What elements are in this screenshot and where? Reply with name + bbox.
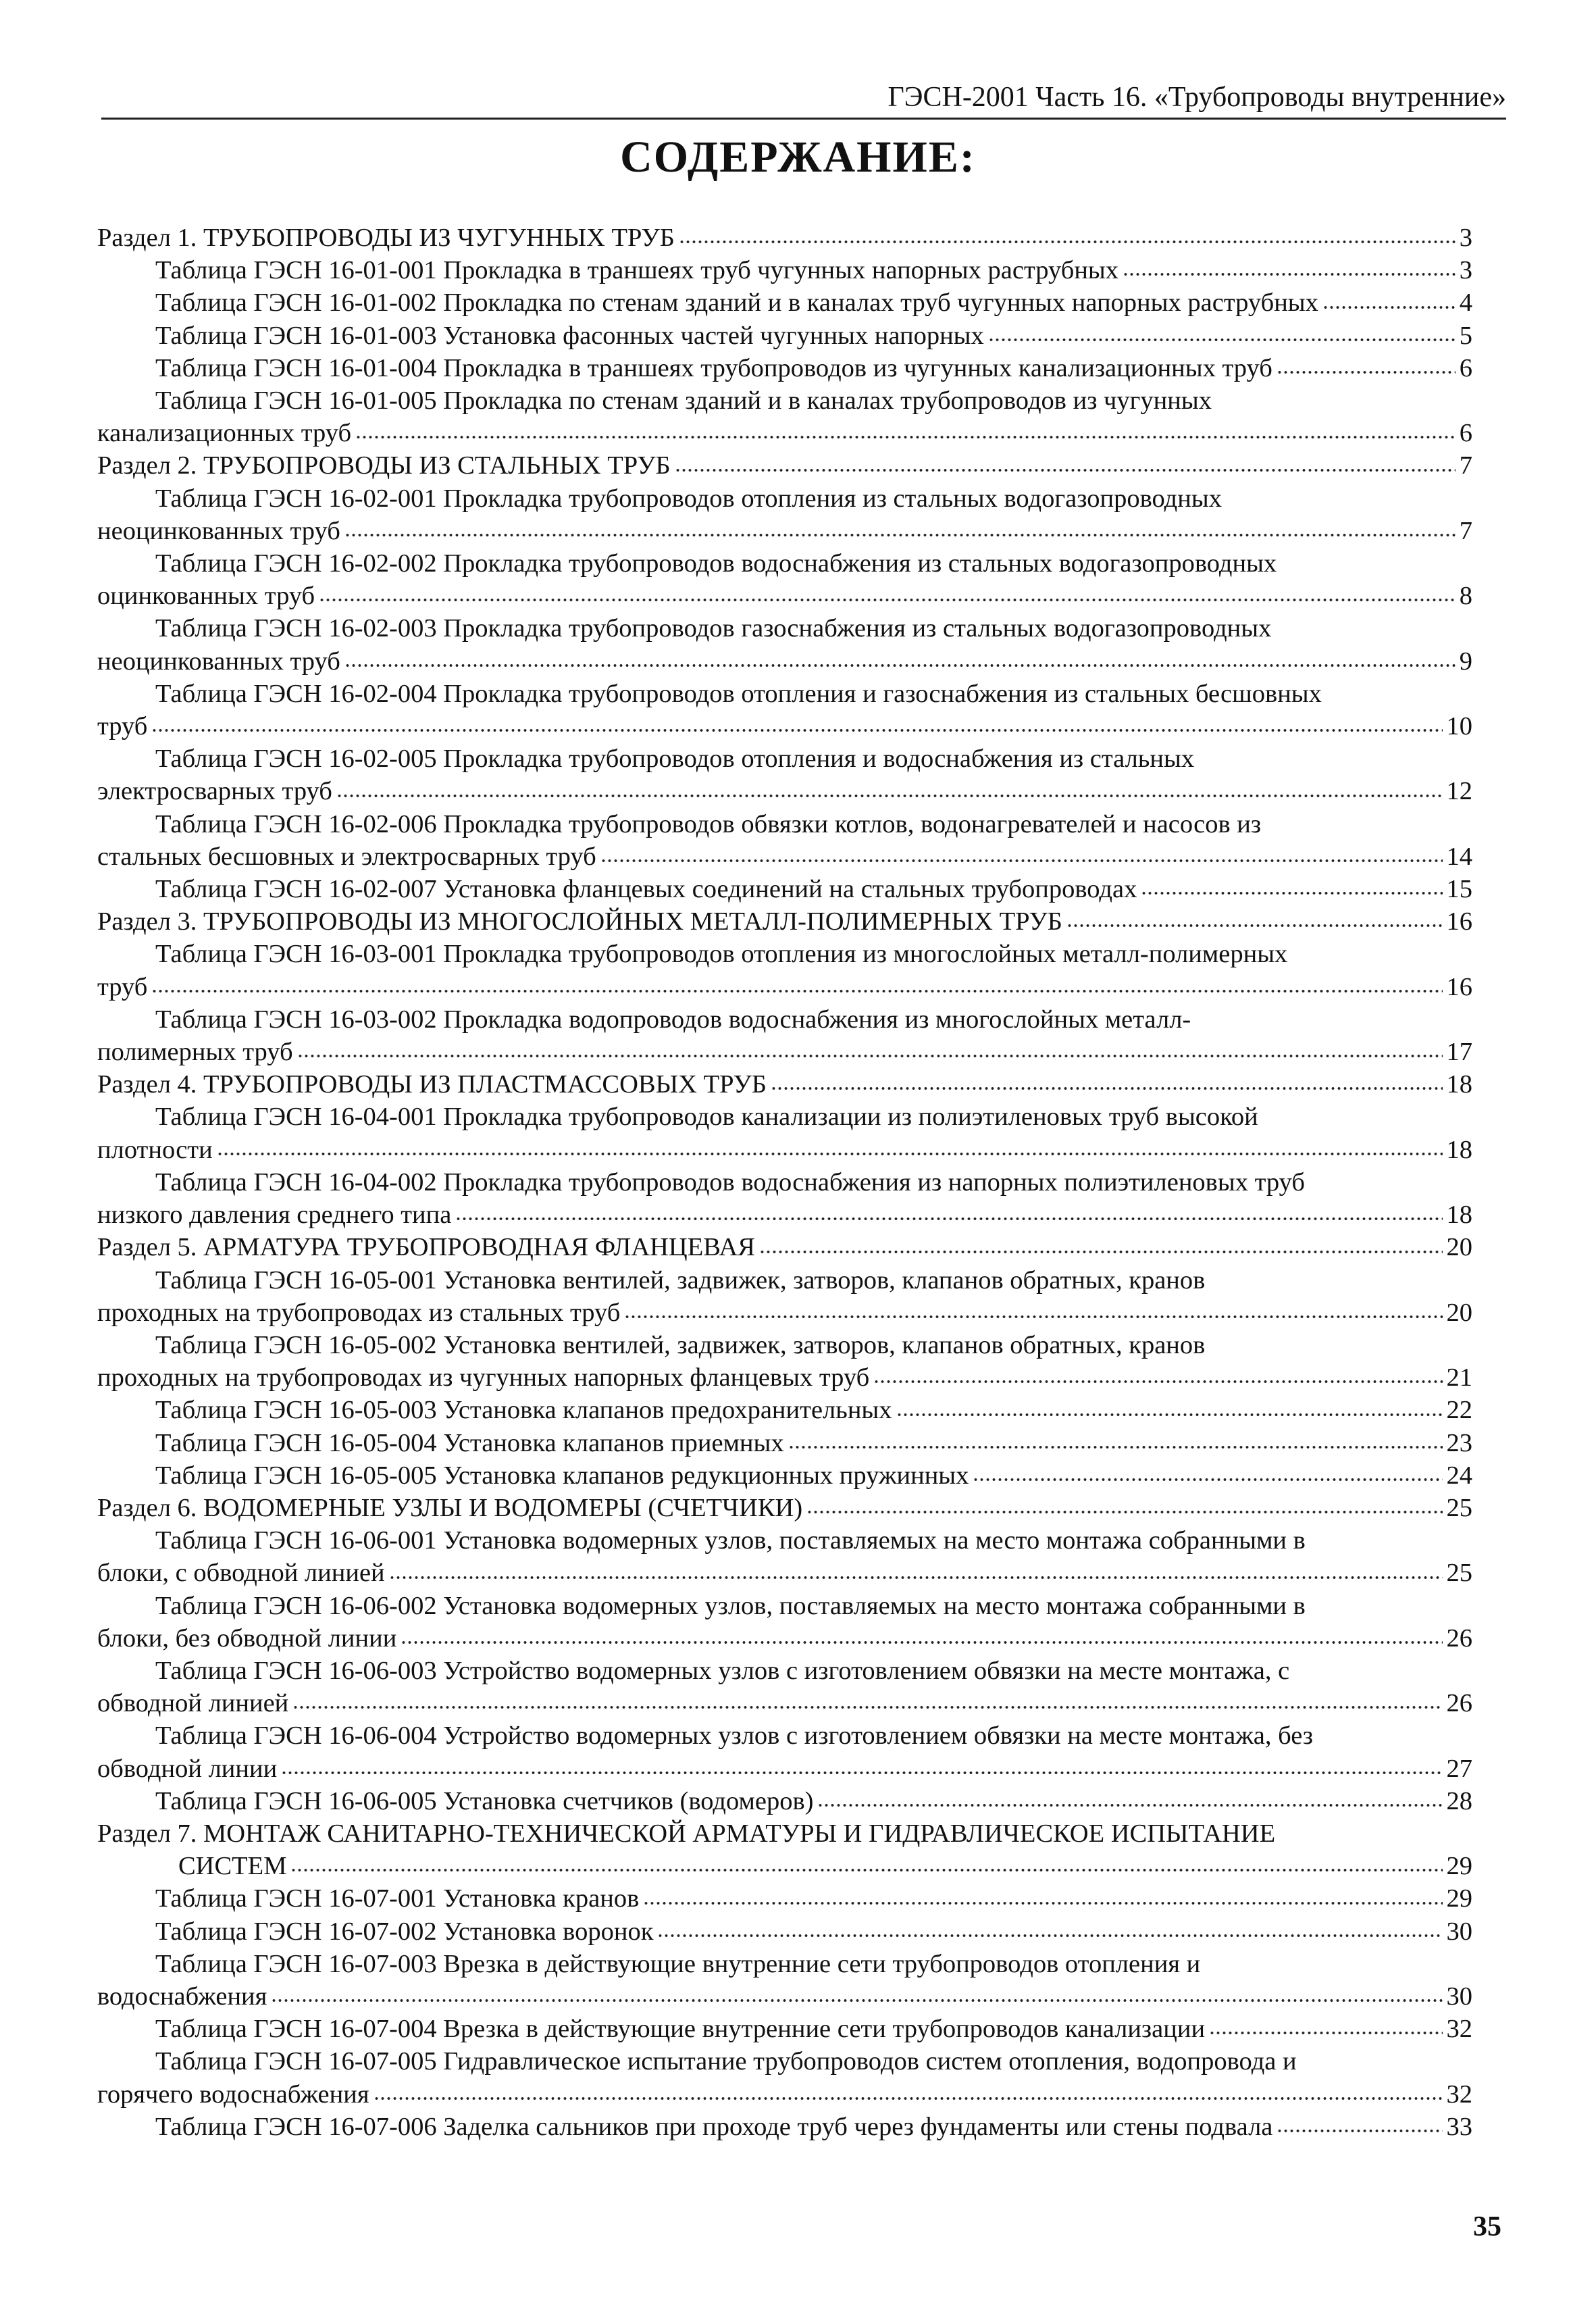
toc-entry-continuation	[97, 580, 1472, 612]
toc-entry-page: 18	[1446, 1070, 1472, 1099]
toc-entry-page: 16	[1446, 907, 1472, 936]
toc-entry-continuation	[97, 1557, 1472, 1589]
toc-entry-page: 16	[1446, 972, 1472, 1001]
toc-table-entry[interactable]	[97, 808, 1472, 873]
toc-entry-continuation	[97, 2078, 1472, 2111]
toc-entry-title: Таблица ГЭСН 16-05-002 Установка вентилей, задвижек, затворов, клапанов обратных, кранов	[155, 1330, 1206, 1359]
toc-table-entry[interactable]	[97, 482, 1472, 547]
toc-entry-title: Таблица ГЭСН 16-01-003 Установка фасонных частей чугунных напорных	[155, 321, 984, 350]
toc-section-entry[interactable]	[97, 905, 1472, 938]
toc-entry-continuation	[97, 1753, 1472, 1785]
dot-leader	[817, 1801, 1442, 1809]
toc-entry-title-cont: неоцинкованных труб	[97, 647, 340, 676]
toc-entry-title: Раздел 4. ТРУБОПРОВОДЫ ИЗ ПЛАСТМАССОВЫХ ТРУБ	[97, 1070, 767, 1099]
dot-leader	[1322, 303, 1456, 311]
toc-table-entry[interactable]	[97, 1003, 1472, 1068]
dot-leader	[759, 1248, 1443, 1256]
toc-entry-title: Таблица ГЭСН 16-01-005 Прокладка по стенам зданий и в каналах трубопроводов из чугунных	[155, 386, 1212, 416]
toc-entry-title: Таблица ГЭСН 16-01-004 Прокладка в траншеях трубопроводов из чугунных канализационных труб	[155, 353, 1272, 382]
toc-entry-continuation	[97, 1850, 1472, 1882]
toc-entry-page: 8	[1459, 582, 1472, 611]
toc-table-entry[interactable]	[97, 1948, 1472, 2013]
toc-entry-title: Таблица ГЭСН 16-02-003 Прокладка трубопроводов газоснабжения из стальных водогазопроводных	[155, 614, 1272, 643]
dot-leader	[401, 1638, 1442, 1646]
toc-table-entry[interactable]	[97, 352, 1472, 384]
toc-section-entry[interactable]	[97, 1231, 1472, 1263]
toc-entry-title: Таблица ГЭСН 16-01-002 Прокладка по стенам зданий и в каналах труб чугунных напорных раструбных	[155, 288, 1318, 318]
toc-entry-page: 24	[1446, 1461, 1472, 1490]
dot-leader	[643, 1899, 1442, 1907]
toc-entry-title-cont: обводной линией	[97, 1689, 289, 1718]
toc-entry-title-cont: блоки, с обводной линией	[97, 1559, 385, 1588]
toc-entry-continuation	[97, 645, 1472, 678]
toc-section-entry[interactable]	[97, 222, 1472, 254]
toc-entry-continuation	[97, 710, 1472, 743]
toc-entry-page: 10	[1446, 712, 1472, 741]
dot-leader	[806, 1508, 1442, 1516]
toc-entry-title: Таблица ГЭСН 16-04-001 Прокладка трубопроводов канализации из полиэтиленовых труб высокой	[155, 1103, 1258, 1132]
table-of-contents	[97, 222, 1472, 2143]
toc-table-entry[interactable]	[97, 1394, 1472, 1426]
toc-section-entry[interactable]	[97, 1492, 1472, 1524]
toc-entry-continuation	[97, 515, 1472, 547]
toc-entry-title: Таблица ГЭСН 16-05-005 Установка клапанов редукционных пружинных	[155, 1461, 969, 1490]
dot-leader	[679, 238, 1456, 246]
toc-table-entry[interactable]	[97, 1590, 1472, 1655]
toc-section-entry[interactable]	[97, 1817, 1472, 1882]
toc-table-entry[interactable]	[97, 547, 1472, 612]
toc-entry-page: 33	[1446, 2112, 1472, 2141]
toc-entry-page: 3	[1459, 224, 1472, 252]
toc-entry-title-cont: водоснабжения	[97, 1982, 267, 2011]
toc-entry-title: Таблица ГЭСН 16-06-002 Установка водомерных узлов, поставляемых на место монтажа собранными в	[155, 1591, 1306, 1620]
dot-leader	[319, 596, 1456, 604]
toc-entry-page: 29	[1446, 1852, 1472, 1881]
toc-entry-title-cont: низкого давления среднего типа	[97, 1201, 452, 1230]
toc-entry-continuation	[97, 775, 1472, 807]
dot-leader	[151, 987, 1442, 995]
toc-table-entry[interactable]	[97, 2013, 1472, 2045]
toc-entry-title: Таблица ГЭСН 16-06-001 Установка водомерных узлов, поставляемых на место монтажа собранными в	[155, 1526, 1306, 1555]
dot-leader	[1123, 270, 1456, 278]
toc-table-entry[interactable]	[97, 678, 1472, 743]
dot-leader	[455, 1215, 1442, 1223]
toc-entry-page: 26	[1446, 1689, 1472, 1718]
toc-entry-title-cont: труб	[97, 712, 148, 741]
toc-entry-title-cont: труб	[97, 972, 148, 1001]
toc-entry-title: Таблица ГЭСН 16-02-002 Прокладка трубопроводов водоснабжения из стальных водогазопроводных	[155, 549, 1277, 578]
toc-entry-title: Таблица ГЭСН 16-03-001 Прокладка трубопроводов отопления из многослойных металл-полимерных	[155, 940, 1288, 969]
toc-entry-title: Таблица ГЭСН 16-07-003 Врезка в действующие внутренние сети трубопроводов отопления и	[155, 1949, 1201, 1978]
toc-entry-continuation	[97, 971, 1472, 1003]
toc-entry-title: Раздел 3. ТРУБОПРОВОДЫ ИЗ МНОГОСЛОЙНЫХ МЕТАЛЛ-ПОЛИМЕРНЫХ ТРУБ	[97, 907, 1062, 936]
dot-leader	[217, 1150, 1443, 1158]
toc-entry-title: Таблица ГЭСН 16-07-002 Установка воронок	[155, 1917, 654, 1946]
dot-leader	[675, 466, 1456, 474]
toc-section-entry[interactable]	[97, 449, 1472, 482]
dot-leader	[1209, 2029, 1442, 2037]
toc-table-entry[interactable]	[97, 1719, 1472, 1784]
dot-leader	[624, 1313, 1442, 1321]
toc-entry-page: 22	[1446, 1396, 1472, 1425]
toc-entry-title-cont: горячего водоснабжения	[97, 2080, 369, 2109]
toc-entry-page: 25	[1446, 1559, 1472, 1588]
toc-entry-page: 32	[1446, 2080, 1472, 2109]
toc-table-entry[interactable]	[97, 2111, 1472, 2143]
toc-entry-title-cont: СИСТЕМ	[178, 1852, 287, 1881]
dot-leader	[292, 1703, 1442, 1711]
toc-table-entry[interactable]	[97, 1915, 1472, 1948]
toc-table-entry[interactable]	[97, 1882, 1472, 1915]
toc-table-entry[interactable]	[97, 1785, 1472, 1817]
dot-leader	[973, 1476, 1442, 1484]
dot-leader	[988, 336, 1456, 344]
toc-entry-continuation	[97, 1980, 1472, 2013]
toc-entry-title: Таблица ГЭСН 16-07-001 Установка кранов	[155, 1884, 640, 1913]
toc-entry-title: Таблица ГЭСН 16-02-005 Прокладка трубопроводов отопления и водоснабжения из стальных	[155, 745, 1195, 774]
dot-leader	[290, 1866, 1442, 1874]
toc-entry-page: 30	[1446, 1982, 1472, 2011]
toc-entry-page: 18	[1446, 1135, 1472, 1164]
dot-leader	[1277, 368, 1456, 376]
toc-table-entry[interactable]	[97, 1427, 1472, 1459]
toc-entry-page: 15	[1446, 875, 1472, 904]
toc-entry-page: 32	[1446, 2015, 1472, 2044]
toc-table-entry[interactable]	[97, 1524, 1472, 1589]
toc-entry-title-cont: обводной линии	[97, 1754, 278, 1783]
toc-table-entry[interactable]	[97, 254, 1472, 286]
toc-table-entry[interactable]	[97, 1166, 1472, 1231]
toc-table-entry[interactable]	[97, 1329, 1472, 1394]
toc-entry-page: 12	[1446, 777, 1472, 806]
dot-leader	[771, 1084, 1443, 1092]
toc-entry-page: 14	[1446, 842, 1472, 871]
toc-table-entry[interactable]	[97, 612, 1472, 677]
toc-table-entry[interactable]	[97, 1655, 1472, 1719]
toc-entry-continuation	[97, 1199, 1472, 1231]
toc-entry-page: 27	[1446, 1754, 1472, 1783]
toc-entry-page: 3	[1459, 256, 1472, 285]
dot-leader	[657, 1932, 1442, 1940]
toc-entry-title: Таблица ГЭСН 16-06-005 Установка счетчиков (водомеров)	[155, 1786, 814, 1815]
dot-leader	[389, 1574, 1443, 1582]
toc-entry-title: Таблица ГЭСН 16-07-005 Гидравлическое испытание трубопроводов систем отопления, водопровода и	[155, 2047, 1297, 2076]
toc-entry-title: Таблица ГЭСН 16-02-004 Прокладка трубопроводов отопления и газоснабжения из стальных бесшовных	[155, 679, 1322, 708]
dot-leader	[344, 661, 1456, 670]
toc-table-entry[interactable]	[97, 938, 1472, 1003]
toc-entry-title: Таблица ГЭСН 16-03-002 Прокладка водопроводов водоснабжения из многослойных металл-	[155, 1005, 1191, 1034]
toc-entry-title-cont: неоцинкованных труб	[97, 516, 340, 545]
toc-entry-continuation	[97, 1134, 1472, 1166]
toc-entry-page: 5	[1459, 321, 1472, 350]
toc-entry-continuation	[97, 417, 1472, 449]
toc-entry-title-cont: плотности	[97, 1135, 213, 1164]
toc-entry-title-cont: канализационных труб	[97, 419, 352, 448]
toc-table-entry[interactable]	[97, 873, 1472, 905]
dot-leader	[297, 1052, 1443, 1060]
toc-entry-title: Раздел 7. МОНТАЖ САНИТАРНО-ТЕХНИЧЕСКОЙ АРМАТУРЫ И ГИДРАВЛИЧЕСКОЕ ИСПЫТАНИЕ	[97, 1819, 1276, 1848]
toc-entry-page: 20	[1446, 1233, 1472, 1262]
toc-entry-page: 20	[1446, 1298, 1472, 1327]
toc-table-entry[interactable]	[97, 286, 1472, 319]
dot-leader	[344, 531, 1456, 539]
toc-entry-continuation	[97, 1036, 1472, 1068]
dot-leader	[1066, 922, 1443, 930]
toc-entry-title-cont: электросварных труб	[97, 777, 332, 806]
toc-entry-title-cont: полимерных труб	[97, 1038, 293, 1067]
toc-entry-page: 21	[1446, 1363, 1472, 1392]
toc-table-entry[interactable]	[97, 320, 1472, 352]
page-title: СОДЕРЖАНИЕ:	[620, 132, 976, 182]
toc-entry-page: 18	[1446, 1201, 1472, 1230]
toc-entry-continuation	[97, 840, 1472, 873]
toc-entry-page: 6	[1459, 419, 1472, 448]
dot-leader	[355, 433, 1456, 441]
toc-entry-continuation	[97, 1361, 1472, 1394]
page-number: 35	[1473, 2211, 1501, 2242]
toc-entry-title-cont: блоки, без обводной линии	[97, 1624, 397, 1653]
toc-entry-title: Таблица ГЭСН 16-05-003 Установка клапанов предохранительных	[155, 1396, 892, 1425]
toc-entry-title: Таблица ГЭСН 16-02-006 Прокладка трубопроводов обвязки котлов, водонагревателей и насосов из	[155, 809, 1262, 838]
dot-leader	[873, 1378, 1442, 1386]
toc-entry-title-cont: оцинкованных труб	[97, 582, 315, 611]
toc-entry-page: 23	[1446, 1428, 1472, 1457]
toc-entry-title: Таблица ГЭСН 16-04-002 Прокладка трубопроводов водоснабжения из напорных полиэтиленовых труб	[155, 1167, 1305, 1197]
toc-entry-page: 30	[1446, 1917, 1472, 1946]
toc-entry-title-cont: проходных на трубопроводах из чугунных напорных фланцевых труб	[97, 1363, 870, 1392]
toc-entry-title: Таблица ГЭСН 16-06-003 Устройство водомерных узлов с изготовлением обвязки на месте монтажа, с	[155, 1656, 1290, 1685]
dot-leader	[281, 1769, 1442, 1777]
toc-entry-page: 9	[1459, 647, 1472, 676]
toc-entry-title: Раздел 1. ТРУБОПРОВОДЫ ИЗ ЧУГУННЫХ ТРУБ	[97, 224, 675, 252]
toc-section-entry[interactable]	[97, 1068, 1472, 1101]
toc-table-entry[interactable]	[97, 384, 1472, 449]
dot-leader	[600, 857, 1443, 865]
toc-entry-page: 4	[1459, 288, 1472, 318]
toc-table-entry[interactable]	[97, 1101, 1472, 1165]
toc-entry-title: Таблица ГЭСН 16-02-007 Установка фланцевых соединений на стальных трубопроводах	[155, 875, 1137, 904]
toc-entry-title: Таблица ГЭСН 16-07-004 Врезка в действующие внутренние сети трубопроводов канализации	[155, 2015, 1206, 2044]
toc-entry-continuation	[97, 1687, 1472, 1719]
toc-entry-page: 7	[1459, 516, 1472, 545]
running-header: ГЭСН-2001 Часть 16. «Трубопроводы внутренние»	[101, 80, 1506, 120]
toc-entry-title: Таблица ГЭСН 16-02-001 Прокладка трубопроводов отопления из стальных водогазопроводных	[155, 484, 1222, 513]
toc-entry-title: Таблица ГЭСН 16-07-006 Заделка сальников при проходе труб через фундаменты или стены подвала	[155, 2112, 1273, 2141]
toc-entry-page: 7	[1459, 451, 1472, 480]
toc-entry-title: Раздел 6. ВОДОМЕРНЫЕ УЗЛЫ И ВОДОМЕРЫ (СЧЕТЧИКИ)	[97, 1493, 803, 1522]
dot-leader	[896, 1411, 1443, 1419]
toc-table-entry[interactable]	[97, 1459, 1472, 1492]
toc-entry-page: 28	[1446, 1786, 1472, 1815]
dot-leader	[336, 792, 1443, 800]
toc-entry-continuation	[97, 1297, 1472, 1329]
toc-table-entry[interactable]	[97, 2045, 1472, 2110]
toc-entry-title-cont: стальных бесшовных и электросварных труб	[97, 842, 596, 871]
toc-entry-page: 6	[1459, 353, 1472, 382]
toc-table-entry[interactable]	[97, 1264, 1472, 1329]
toc-entry-title: Таблица ГЭСН 16-05-004 Установка клапанов приемных	[155, 1428, 784, 1457]
toc-entry-page: 29	[1446, 1884, 1472, 1913]
toc-entry-page: 26	[1446, 1624, 1472, 1653]
dot-leader	[374, 2094, 1443, 2103]
toc-entry-title: Таблица ГЭСН 16-05-001 Установка вентилей, задвижек, затворов, клапанов обратных, кранов	[155, 1265, 1206, 1294]
toc-entry-page: 25	[1446, 1493, 1472, 1522]
toc-entry-title: Раздел 2. ТРУБОПРОВОДЫ ИЗ СТАЛЬНЫХ ТРУБ	[97, 451, 671, 480]
dot-leader	[788, 1443, 1443, 1451]
dot-leader	[1277, 2127, 1442, 2135]
toc-table-entry[interactable]	[97, 743, 1472, 807]
toc-entry-title: Таблица ГЭСН 16-01-001 Прокладка в траншеях труб чугунных напорных раструбных	[155, 256, 1119, 285]
toc-entry-page: 17	[1446, 1038, 1472, 1067]
toc-entry-continuation	[97, 1622, 1472, 1655]
toc-entry-title-cont: проходных на трубопроводах из стальных труб	[97, 1298, 621, 1327]
dot-leader	[1141, 889, 1442, 897]
toc-entry-title: Таблица ГЭСН 16-06-004 Устройство водомерных узлов с изготовлением обвязки на месте монтажа, без	[155, 1721, 1313, 1751]
dot-leader	[271, 1996, 1442, 2005]
dot-leader	[151, 726, 1442, 734]
toc-entry-title: Раздел 5. АРМАТУРА ТРУБОПРОВОДНАЯ ФЛАНЦЕВАЯ	[97, 1233, 755, 1262]
